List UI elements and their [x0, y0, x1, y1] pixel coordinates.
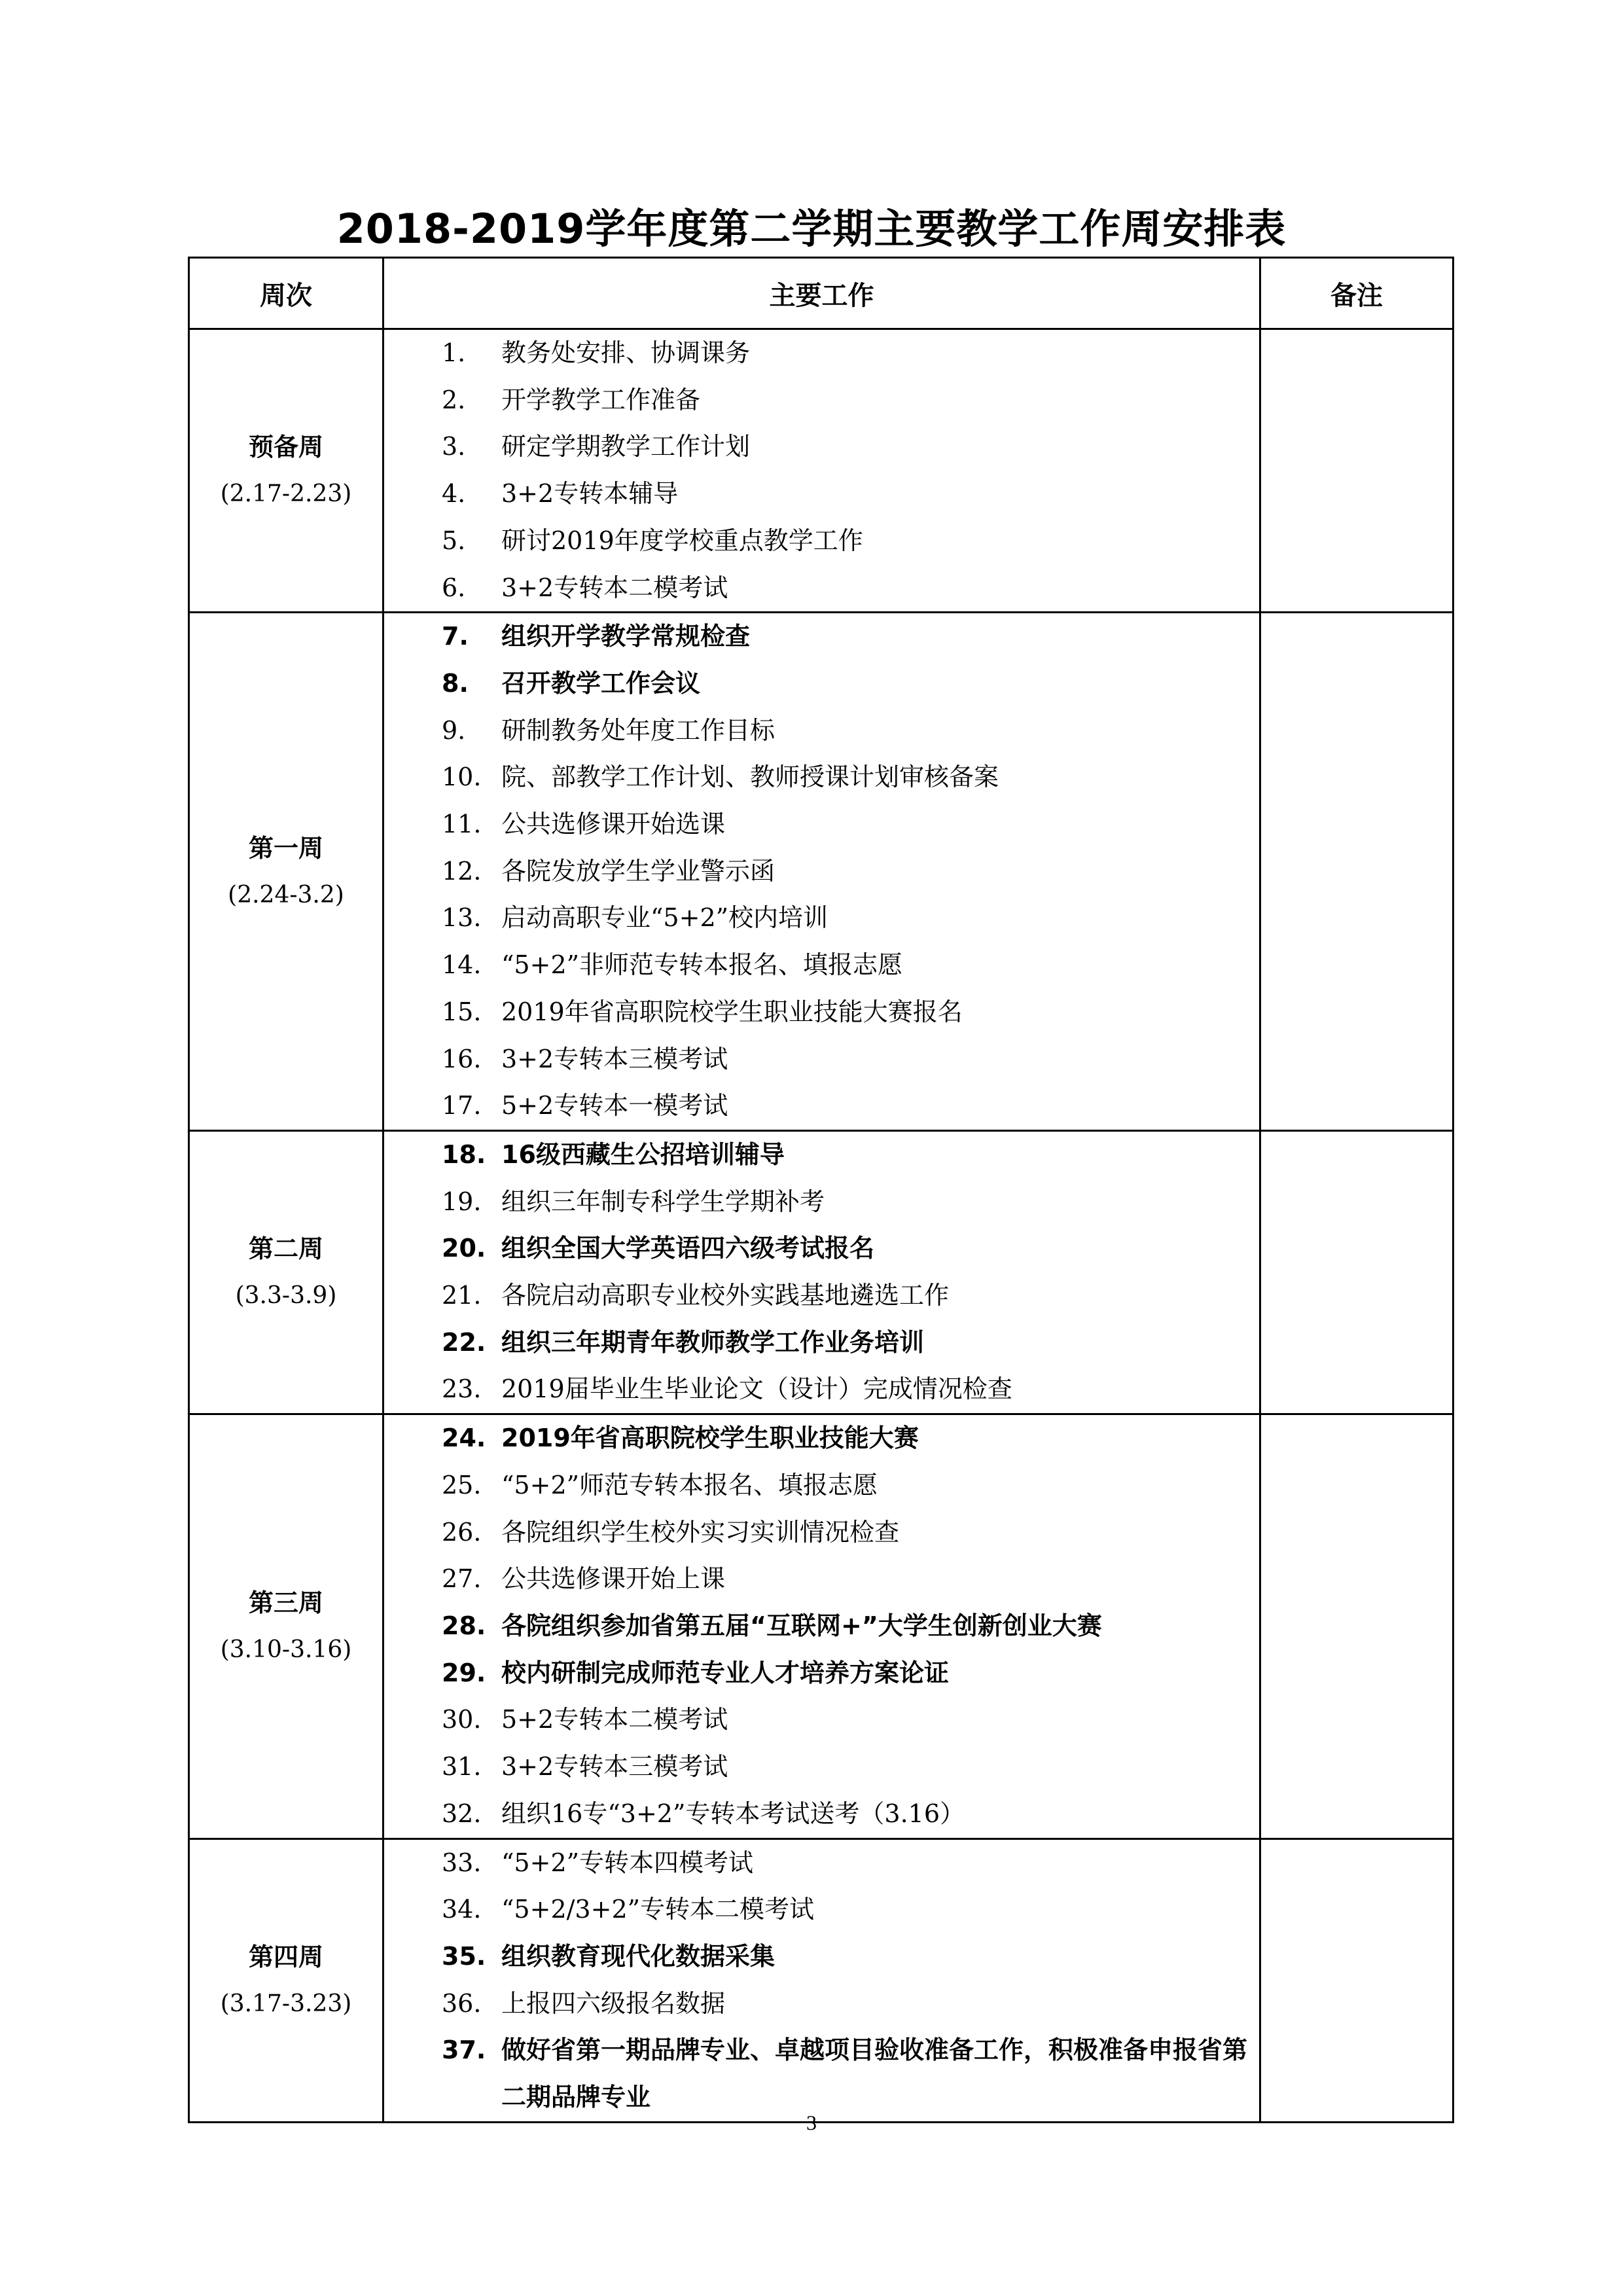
notes-cell	[1260, 1414, 1454, 1839]
task-item	[384, 1650, 1259, 1697]
task-list	[384, 1840, 1259, 2121]
task-text: 各院组织参加省第五届“互联网+”大学生创新创业大赛	[501, 1611, 1102, 1640]
task-text: 开学教学工作准备	[501, 385, 701, 414]
task-text: 2019届毕业生毕业论文（设计）完成情况检查	[501, 1374, 1012, 1404]
task-text: 做好省第一期品牌专业、卓越项目验收准备工作，积极准备申报省第二期品牌专业	[501, 2036, 1248, 2112]
task-text: “5+2”师范专转本报名、填报志愿	[501, 1470, 878, 1499]
tasks-cell	[383, 1130, 1260, 1414]
task-item	[384, 801, 1259, 848]
task-number: 18.	[442, 1139, 486, 1169]
task-item	[384, 1132, 1259, 1179]
task-text: 组织教育现代化数据采集	[501, 1941, 776, 1971]
task-number: 8.	[442, 668, 469, 698]
task-number: 27.	[442, 1564, 482, 1594]
task-text: 3+2专转本二模考试	[501, 573, 728, 602]
week-row	[189, 613, 1454, 1131]
task-number: 24.	[442, 1424, 486, 1453]
task-item	[384, 942, 1259, 989]
notes-cell	[1260, 1839, 1454, 2122]
task-list	[384, 613, 1259, 1130]
week-name: 第四周	[248, 1942, 323, 1971]
task-item	[384, 565, 1259, 612]
task-item	[384, 1319, 1259, 1367]
task-number: 28.	[442, 1611, 486, 1640]
task-text: 2019年省高职院校学生职业技能大赛报名	[501, 997, 963, 1026]
task-number: 3.	[442, 432, 466, 461]
schedule-body	[189, 329, 1454, 2123]
task-number: 19.	[442, 1187, 482, 1216]
week-cell	[189, 1130, 383, 1414]
task-text: 组织三年制专科学生学期补考	[501, 1187, 825, 1216]
task-number: 29.	[442, 1658, 486, 1687]
task-item	[384, 848, 1259, 895]
task-number: 30.	[442, 1705, 482, 1734]
task-number: 25.	[442, 1470, 482, 1499]
week-name: 第三周	[248, 1588, 323, 1617]
task-number: 12.	[442, 856, 482, 886]
task-text: 研定学期教学工作计划	[501, 432, 751, 461]
task-number: 17.	[442, 1091, 482, 1121]
task-number: 26.	[442, 1517, 482, 1547]
week-dates: (3.17-3.23)	[220, 1990, 352, 2017]
task-item	[384, 1886, 1259, 1933]
task-item	[384, 754, 1259, 801]
task-item	[384, 377, 1259, 424]
task-item	[384, 989, 1259, 1036]
notes-cell	[1260, 613, 1454, 1131]
task-number: 15.	[442, 997, 482, 1026]
task-text: 3+2专转本三模考试	[501, 1044, 728, 1073]
task-item	[384, 1083, 1259, 1130]
week-name: 第一周	[248, 833, 323, 863]
notes-cell	[1260, 1130, 1454, 1414]
task-number: 4.	[442, 479, 466, 509]
task-number: 31.	[442, 1752, 482, 1782]
task-text: 各院启动高职专业校外实践基地遴选工作	[501, 1281, 950, 1310]
task-item	[384, 330, 1259, 377]
notes-cell	[1260, 329, 1454, 613]
task-number: 35.	[442, 1941, 486, 1971]
task-item	[384, 1179, 1259, 1226]
week-dates: (2.17-2.23)	[220, 480, 352, 508]
week-dates: (3.3-3.9)	[235, 1282, 337, 1310]
task-list	[384, 1415, 1259, 1837]
task-text: 各院组织学生校外实习实训情况检查	[501, 1517, 900, 1547]
task-number: 37.	[442, 2036, 486, 2065]
task-number: 2.	[442, 385, 466, 414]
task-item	[384, 1415, 1259, 1462]
task-text: 组织全国大学英语四六级考试报名	[501, 1234, 875, 1263]
tasks-cell	[383, 329, 1260, 613]
task-item	[384, 1744, 1259, 1791]
task-item	[384, 1366, 1259, 1413]
week-name: 预备周	[248, 433, 323, 462]
task-text: 各院发放学生学业警示函	[501, 856, 776, 886]
task-item	[384, 1036, 1259, 1083]
header-notes: 备注	[1260, 258, 1454, 329]
page-title: 2018-2019学年度第二学期主要教学工作周安排表	[336, 205, 1287, 253]
schedule-table	[188, 257, 1454, 2123]
header-row	[189, 258, 1454, 329]
task-number: 33.	[442, 1848, 482, 1877]
week-row	[189, 329, 1454, 613]
task-item	[384, 2027, 1259, 2121]
task-item	[384, 1509, 1259, 1556]
task-number: 34.	[442, 1895, 482, 1924]
task-text: 2019年省高职院校学生职业技能大赛	[501, 1424, 919, 1453]
task-text: 研讨2019年度学校重点教学工作	[501, 526, 863, 555]
task-item	[384, 1696, 1259, 1744]
task-text: 16级西藏生公招培训辅导	[501, 1139, 785, 1169]
header-work: 主要工作	[383, 258, 1260, 329]
task-text: 3+2专转本辅导	[501, 479, 679, 509]
task-text: 组织开学教学常规检查	[501, 622, 751, 651]
task-number: 9.	[442, 715, 466, 745]
task-item	[384, 423, 1259, 471]
task-number: 23.	[442, 1374, 482, 1404]
week-row	[189, 1130, 1454, 1414]
task-number: 10.	[442, 762, 482, 792]
week-row	[189, 1414, 1454, 1839]
task-text: 公共选修课开始上课	[501, 1564, 726, 1594]
week-dates: (2.24-3.2)	[228, 881, 344, 908]
week-row	[189, 1839, 1454, 2122]
week-cell	[189, 329, 383, 613]
task-list	[384, 330, 1259, 611]
task-number: 16.	[442, 1044, 482, 1073]
task-text: 3+2专转本三模考试	[501, 1752, 728, 1782]
task-item	[384, 1603, 1259, 1650]
page-number: 3	[806, 2111, 817, 2134]
week-cell	[189, 1839, 383, 2122]
task-item	[384, 1840, 1259, 1887]
tasks-cell	[383, 613, 1260, 1131]
task-item	[384, 708, 1259, 755]
task-text: “5+2”非师范专转本报名、填报志愿	[501, 950, 903, 980]
task-item	[384, 660, 1259, 708]
task-item	[384, 613, 1259, 660]
task-item	[384, 895, 1259, 942]
task-number: 36.	[442, 1988, 482, 2018]
task-item	[384, 1556, 1259, 1603]
task-item	[384, 1933, 1259, 1981]
task-number: 13.	[442, 903, 482, 933]
task-number: 7.	[442, 622, 469, 651]
task-number: 20.	[442, 1234, 486, 1263]
task-item	[384, 518, 1259, 565]
task-number: 1.	[442, 338, 466, 367]
task-item	[384, 1272, 1259, 1319]
task-text: 上报四六级报名数据	[501, 1988, 726, 2018]
task-text: 研制教务处年度工作目标	[501, 715, 776, 745]
week-name: 第二周	[248, 1234, 323, 1264]
week-dates: (3.10-3.16)	[220, 1636, 352, 1663]
tasks-cell	[383, 1414, 1260, 1839]
task-item	[384, 1791, 1259, 1838]
task-number: 14.	[442, 950, 482, 980]
task-list	[384, 1132, 1259, 1413]
task-text: 院、部教学工作计划、教师授课计划审核备案	[501, 762, 999, 792]
task-number: 11.	[442, 810, 482, 839]
task-number: 21.	[442, 1281, 482, 1310]
task-text: 组织16专“3+2”专转本考试送考（3.16）	[501, 1799, 965, 1828]
task-text: 校内研制完成师范专业人才培养方案论证	[501, 1658, 950, 1687]
header-week: 周次	[189, 258, 383, 329]
task-text: 5+2专转本一模考试	[501, 1091, 728, 1121]
task-text: 启动高职专业“5+2”校内培训	[501, 903, 829, 933]
week-cell	[189, 1414, 383, 1839]
task-text: 组织三年期青年教师教学工作业务培训	[501, 1327, 925, 1357]
task-text: 教务处安排、协调课务	[501, 338, 751, 367]
task-number: 32.	[442, 1799, 482, 1828]
task-text: 公共选修课开始选课	[501, 810, 726, 839]
task-item	[384, 1225, 1259, 1272]
task-text: “5+2/3+2”专转本二模考试	[501, 1895, 815, 1924]
task-number: 22.	[442, 1327, 486, 1357]
task-number: 5.	[442, 526, 466, 555]
task-item	[384, 471, 1259, 518]
task-number: 6.	[442, 573, 466, 602]
week-cell	[189, 613, 383, 1131]
task-item	[384, 1981, 1259, 2028]
task-text: 5+2专转本二模考试	[501, 1705, 728, 1734]
task-item	[384, 1462, 1259, 1509]
task-text: “5+2”专转本四模考试	[501, 1848, 754, 1877]
task-text: 召开教学工作会议	[501, 668, 701, 698]
tasks-cell	[383, 1839, 1260, 2122]
